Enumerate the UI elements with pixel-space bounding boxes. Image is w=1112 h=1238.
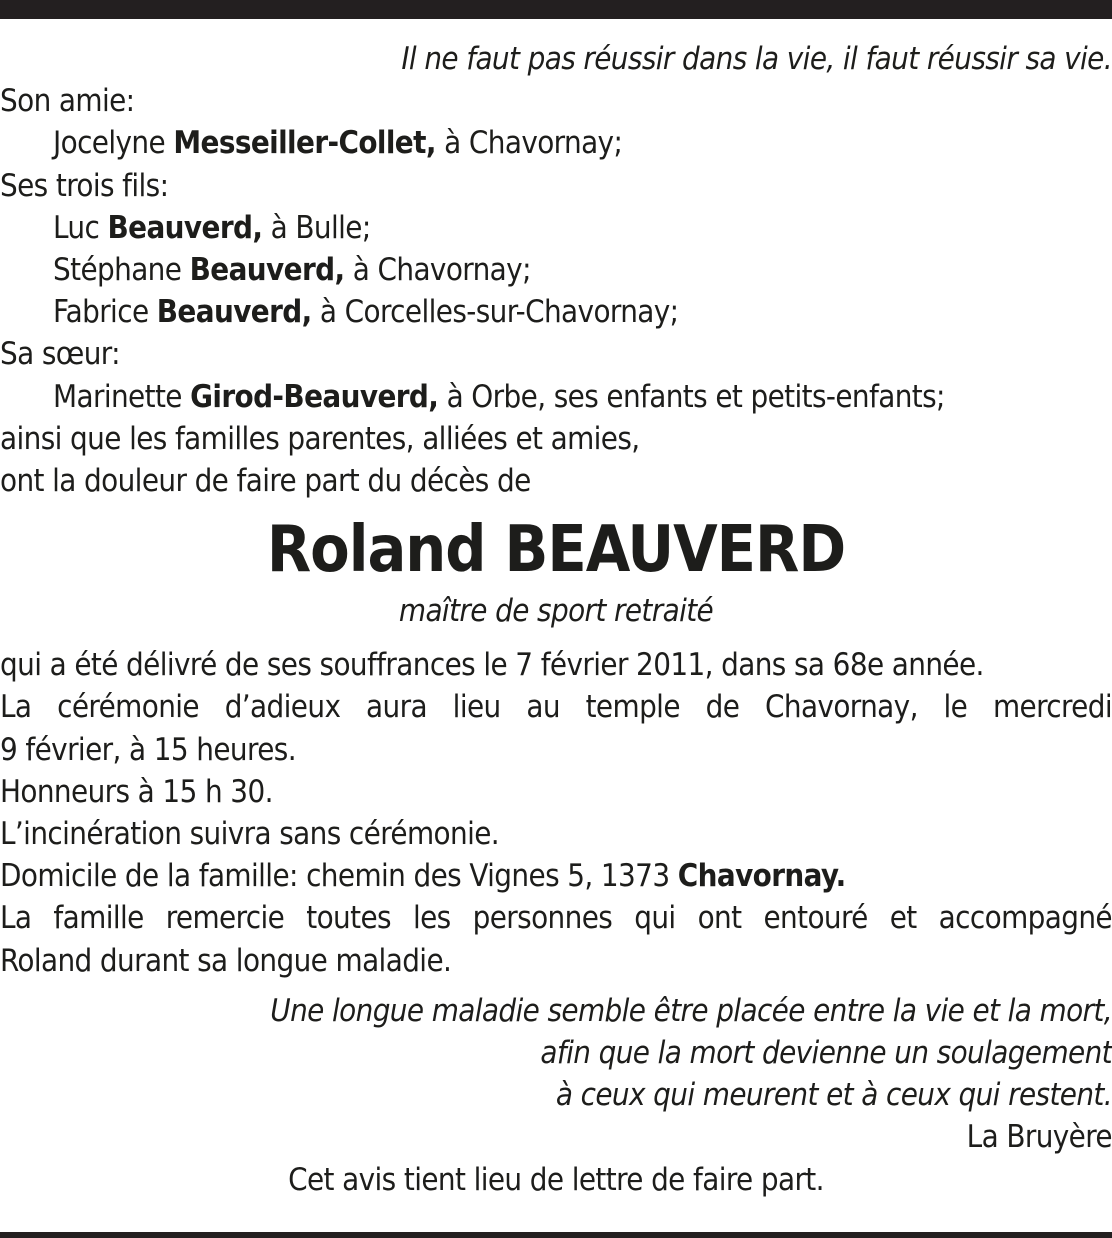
- closing-line: ont la douleur de faire part du décès de: [0, 462, 531, 499]
- member-location: à Orbe, ses enfants et petits-enfants;: [446, 378, 945, 415]
- family-member: [0, 122, 1112, 164]
- family-member: [0, 249, 1112, 291]
- domicile-address: Domicile de la famille: chemin des Vignes 5, 1373: [0, 858, 670, 895]
- domicile-line: [0, 855, 1112, 897]
- member-first-name: Fabrice: [53, 294, 149, 331]
- member-last-name: Beauverd,: [156, 294, 312, 331]
- quote-author: La Bruyère: [966, 1119, 1112, 1156]
- member-last-name: Messeiller-Collet,: [173, 125, 436, 162]
- family-heading-sons: Ses trois fils:: [0, 167, 169, 204]
- family-member: [0, 291, 1112, 333]
- deceased-title: maître de sport retraité: [398, 593, 714, 630]
- member-first-name: Marinette: [53, 378, 182, 415]
- details-line: qui a été délivré de ses souffrances le 7 février 2011, dans sa 68e année.: [0, 647, 984, 684]
- quote-line: afin que la mort devienne un soulagement: [540, 1034, 1112, 1071]
- thanks-line-end: Roland durant sa longue maladie.: [0, 942, 452, 979]
- family-member: [0, 376, 1112, 418]
- member-first-name: Luc: [53, 209, 100, 246]
- family-heading-friend: Son amie:: [0, 83, 135, 120]
- bottom-rule: [0, 1232, 1112, 1238]
- obituary-notice: [0, 38, 1112, 1201]
- family-member: [0, 207, 1112, 249]
- closing-line: ainsi que les familles parentes, alliées et amies,: [0, 420, 640, 457]
- ceremony-date: 9 février, à 15 heures.: [0, 731, 296, 768]
- domicile-town: Chavornay.: [677, 858, 846, 895]
- member-last-name: Girod-Beauverd,: [190, 378, 439, 415]
- member-first-name: Jocelyne: [53, 125, 166, 162]
- member-location: à Corcelles-sur-Chavornay;: [319, 294, 679, 331]
- quote-line: à ceux qui meurent et à ceux qui restent.: [555, 1077, 1112, 1114]
- member-first-name: Stéphane: [53, 251, 182, 288]
- deceased-name: Roland BEAUVERD: [266, 513, 846, 588]
- member-location: à Bulle;: [270, 209, 371, 246]
- member-location: à Chavornay;: [444, 125, 623, 162]
- member-last-name: Beauverd,: [107, 209, 263, 246]
- notice-line: Cet avis tient lieu de lettre de faire part.: [288, 1161, 824, 1198]
- ceremony-line: La cérémonie d’adieux aura lieu au temple de Chavornay, le mercredi: [0, 689, 1112, 726]
- member-last-name: Beauverd,: [189, 251, 345, 288]
- cremation-line: L’incinération suivra sans cérémonie.: [0, 816, 500, 852]
- top-rule: [0, 0, 1112, 19]
- family-heading-sister: Sa sœur:: [0, 336, 120, 373]
- motto: Il ne faut pas réussir dans la vie, il faut réussir sa vie.: [401, 41, 1112, 77]
- thanks-line: La famille remercie toutes les personnes qui ont entouré et accompagné: [0, 900, 1112, 937]
- honours-line: Honneurs à 15 h 30.: [0, 773, 273, 810]
- member-location: à Chavornay;: [352, 251, 531, 288]
- quote-line: Une longue maladie semble être placée entre la vie et la mort,: [270, 992, 1112, 1029]
